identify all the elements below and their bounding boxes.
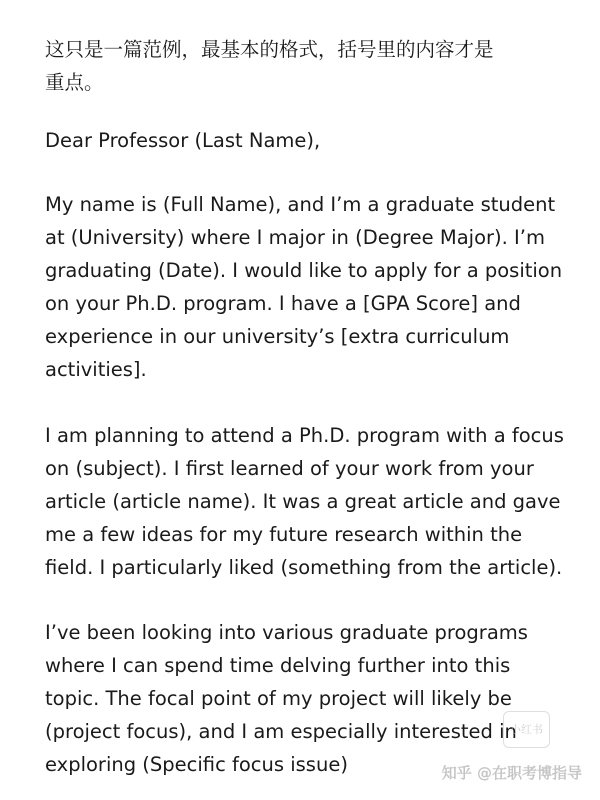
text-line: me a few ideas for my future research within the	[45, 523, 523, 546]
text-line: on your Ph.D. program. I have a [GPA Score] and	[45, 292, 521, 315]
intro-note	[45, 33, 565, 99]
text-line: activities].	[45, 358, 147, 381]
text-line: where I can spend time delving further into this	[45, 654, 511, 677]
text-line: experience in our university’s [extra curriculum	[45, 325, 510, 348]
text-line: 重点。	[45, 71, 104, 94]
watermark-badge: 小红书	[503, 711, 550, 748]
text-line: article (article name). It was a great article and gave	[45, 490, 561, 513]
text-line: 这只是一篇范例，最基本的格式，括号里的内容才是	[45, 38, 494, 61]
text-line: exploring (Specific focus issue)	[45, 753, 348, 776]
text-line: field. I particularly liked (something from the article).	[45, 556, 563, 579]
salutation	[45, 124, 565, 157]
paragraph-research	[45, 419, 565, 584]
watermark	[442, 757, 582, 790]
paragraph-intro	[45, 188, 565, 386]
text-line: (project focus), and I am especially interested in	[45, 720, 517, 743]
text-line: I am planning to attend a Ph.D. program with a focus	[45, 424, 564, 447]
text-line: at (University) where I major in (Degree Major). I’m	[45, 226, 545, 249]
text-line: I’ve been looking into various graduate programs	[45, 621, 528, 644]
text-line: Dear Professor (Last Name),	[45, 129, 321, 152]
text-line: graduating (Date). I would like to apply for a position	[45, 259, 563, 282]
text-line: topic. The focal point of my project will likely be	[45, 687, 512, 710]
text-line: on (subject). I first learned of your work from your	[45, 457, 534, 480]
watermark-text: 知乎 @在职考博指导	[441, 764, 582, 782]
text-line: My name is (Full Name), and I’m a graduate student	[45, 193, 556, 216]
